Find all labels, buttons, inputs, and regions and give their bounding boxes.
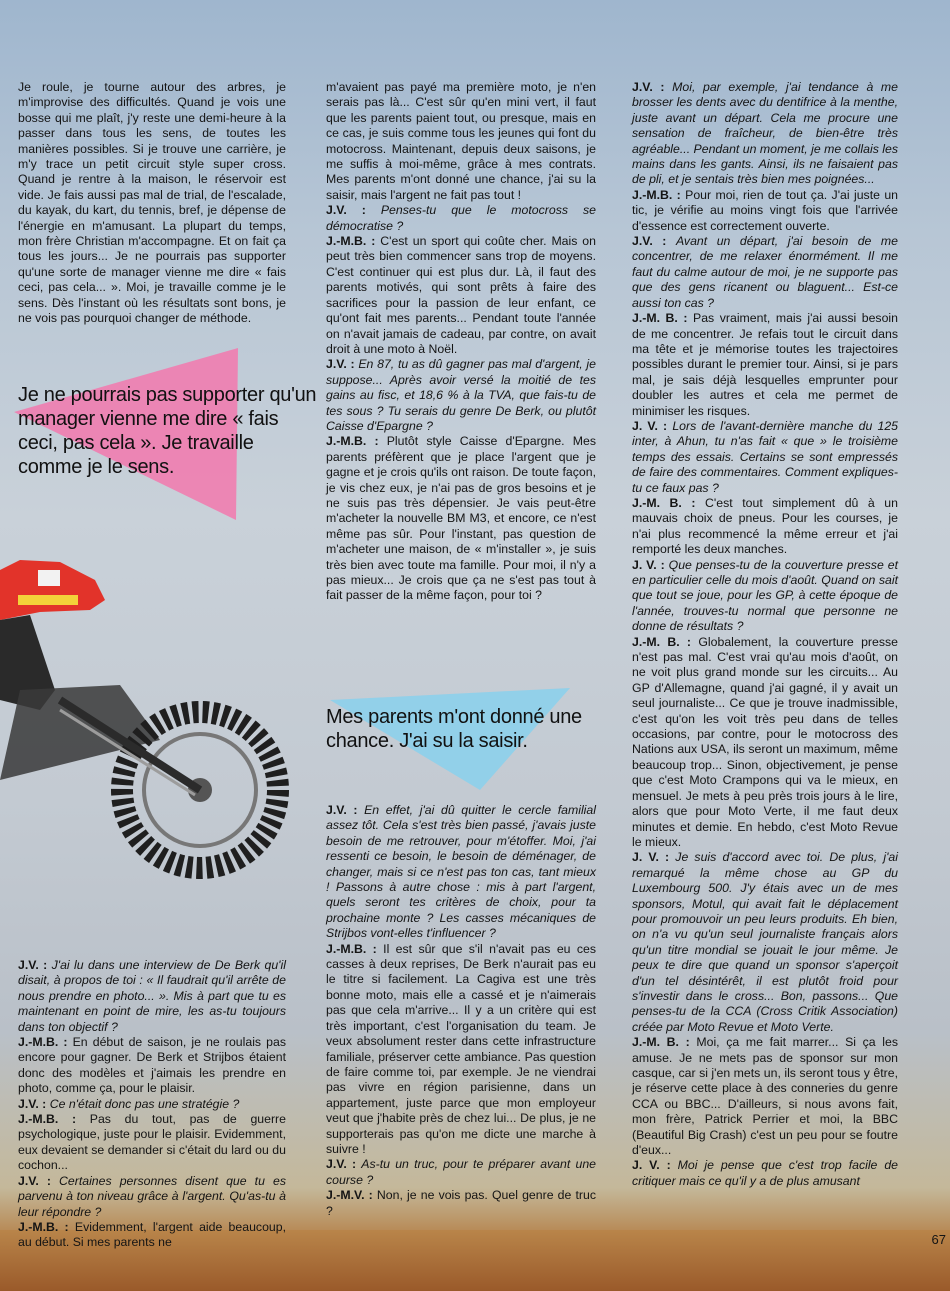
interview-item bbox=[632, 80, 898, 188]
question-text: En 87, tu as dû gagner pas mal d'argent, je suppose... Après avoir versé la moitié de tes gains au fisc, et 18,6 % à la TVA, que fais-tu de tes sous ? Tu serais du genre De Berk, ou plutôt Caisse d'Epargne ? bbox=[326, 357, 596, 433]
speaker: J.-M.B. : bbox=[18, 1219, 69, 1234]
interview-item bbox=[632, 558, 898, 635]
question-text: Je suis d'accord avec toi. De plus, j'ai remarqué la même chose au GP du Luxembourg 500. J'y étais avec un de mes sponsors, Motul, qui avait fait le déplacement pour promouvoir un peu leurs produits. Eh bien, on n'a vu qu'un seul journaliste français alors qu'un titre mondial se jouait le jour même. Je peux te dire que quand un sponsor s'aperçoit d'un tel désintérêt, il est plutôt froid pour s'investir dans le cross... Bon, passons... Que penses-tu de la CCA (Cross Critik Association) créée par Moto Revue et Moto Verte. bbox=[632, 850, 898, 1034]
speaker: J.-M.B. : bbox=[326, 434, 379, 449]
answer-text: Evidemment, l'argent aide beaucoup, au début. Si mes parents ne bbox=[18, 1219, 286, 1250]
interview-item bbox=[632, 419, 898, 496]
interview-item bbox=[18, 1097, 286, 1112]
interview-item bbox=[326, 80, 596, 203]
question-text: Moi, par exemple, j'ai tendance à me brosser les dents avec du dentifrice à la menthe, juste avant un départ. Cela me procure une sensation de fraîcheur, de bien-être très agréable... Pendant un moment, je me collais les mains dans les gants. Ainsi, ils ne faisaient pas de pli, et je sentais très bien mes poignées... bbox=[632, 80, 898, 187]
question-text: As-tu un truc, pour te préparer avant une course ? bbox=[326, 1157, 597, 1187]
pull-quote-2: Mes parents m'ont donné une chance. J'ai su la saisir. bbox=[326, 706, 582, 752]
answer-text: Globalement, la couverture presse n'est pas mal. C'est vrai qu'au mois d'août, on ne voit plus grand monde sur les circuits... Au GP d'Allemagne, quand j'ai gagné, il y avait un seul journaliste... Ce que je trouve inadmissible, c'est qu'on les voit très peu dans de telles occasions, par contre, pour le motocross des Nations aux USA, ils seront un maximum, même beaucoup trop... Sinon, objectivement, je pense que c'est Moto Crampons qui va le mieux, en mensuel. Je mets à peu près trois jours à le lire, alors que pour Moto Verte, il me faut deux minutes et demie. En hebdo, c'est Moto Revue le mieux. bbox=[632, 634, 898, 849]
speaker: J.V. : bbox=[18, 1173, 51, 1188]
answer-text: m'avaient pas payé ma première moto, je n'en serais pas là... C'est sûr qu'en mini vert, il faut que les parents paient tout, ou presque, mais en ce cas, je suis comme tous les jeunes qui font du motocross. Maintenant, depuis deux saisons, je me suffis à moi-même, grâce à mes contrats. Mes parents m'ont donné une chance, j'ai su la saisir, mais l'argent ne fait pas tout ! bbox=[326, 80, 596, 202]
speaker: J.-M.B. : bbox=[326, 234, 376, 249]
speaker: J.-M.B. : bbox=[632, 187, 681, 202]
speaker: J.V. : bbox=[326, 203, 366, 218]
interview-item bbox=[326, 942, 596, 1158]
speaker: J.V. : bbox=[632, 234, 667, 249]
question-text: Avant un départ, j'ai besoin de me concentrer, de me relaxer énormément. Il me faut du calme autour de moi, je ne supporte pas que des gens ricanent ou blaguent... Est-ce aussi ton cas ? bbox=[632, 234, 898, 310]
answer-text: C'est un sport qui coûte cher. Mais on peut très bien commencer sans trop de moyens. C'est continuer qui est plus dur. Là, il faut des parents motivés, qui sont prêts à faire des sacrifices pour la passion de leur enfant, ce qu'ont fait mes parents... Pendant toute l'année on n'avait jamais de cadeau, par contre, on avait droit à une moto à Noël. bbox=[326, 234, 596, 356]
answer-text: Non, je ne vois pas. Quel genre de truc ? bbox=[326, 1188, 596, 1218]
speaker: J. V. : bbox=[632, 850, 670, 865]
column-1-bottom bbox=[18, 958, 286, 1251]
question-text: Certaines personnes disent que tu es parvenu à ton niveau grâce à l'argent. Qu'as-tu à leur répondre ? bbox=[18, 1173, 286, 1219]
interview-item bbox=[18, 1112, 286, 1174]
interview-item bbox=[326, 203, 596, 234]
speaker: J.V. : bbox=[18, 1096, 47, 1111]
speaker: J. V. : bbox=[632, 557, 665, 572]
speaker: J.-M.B. : bbox=[18, 1112, 77, 1127]
interview-item bbox=[326, 434, 596, 603]
column-2-top bbox=[326, 80, 596, 604]
question-text: Lors de l'avant-dernière manche du 125 inter, à Ahun, tu n'as fait « que » le troisième temps des essais. Certains se sont empressés de faire des commentaires. Comment expliques-tu ce faux pas ? bbox=[632, 418, 898, 495]
speaker: J.-M.B. : bbox=[18, 1035, 68, 1050]
paragraph: Je roule, je tourne autour des arbres, je m'improvise des difficultés. Quand je vois une bosse qui me plaît, j'y reste une demi-heure à la passer dans tous les sens, de toutes les manières possibles. Si je trouve une carrière, je m'y trace un petit circuit style super cross. Quand je rentre à la maison, le réservoir est vide. Je fais aussi pas mal de trial, de l'escalade, du kayak, du kart, du tennis, bref, je dépense de l'énergie en m'amusant. La plupart du temps, mon frère Christian m'accompagne. Et on fait ça tous les jours... Je ne pourrais pas supporter qu'une sorte de manager vienne me dire « fais ceci, pas cela... ». Moi, je travaille comme je le sens. Dès l'instant où les résultats sont bons, je ne vois pas pourquoi changer de méthode. bbox=[18, 80, 286, 326]
page-number: 67 bbox=[931, 1232, 946, 1247]
interview-item bbox=[632, 1035, 898, 1158]
pull-quote-1: Je ne pourrais pas supporter qu'un manager vienne me dire « fais ceci, pas cela ». Je travaille comme je le sens. bbox=[18, 384, 317, 478]
interview-item bbox=[632, 234, 898, 311]
speaker: J.V. : bbox=[632, 80, 665, 94]
interview-item bbox=[632, 188, 898, 234]
speaker: J. V. : bbox=[632, 418, 668, 433]
column-1-top bbox=[18, 80, 286, 327]
answer-text: C'est tout simplement dû à un mauvais choix de pneus. Pour les courses, je n'ai plus recommencé la même erreur et j'ai remporté les deux manches. bbox=[632, 495, 898, 557]
question-text: J'ai lu dans une interview de De Berk qu'il disait, à propos de toi : « Il faudrait qu'il arrête de nous prendre en photo... ». Mis à part que tu es maintenant en point de mire, les as-tu toujours dans ton objectif ? bbox=[18, 958, 286, 1034]
interview-item bbox=[632, 1158, 898, 1189]
answer-text: Pas vraiment, mais j'ai aussi besoin de me concentrer. Je refais tout le circuit dans ma tête et je mémorise toutes les trajectoires possibles durant le premier tour. Ainsi, si je pars mal, je sais déjà lesquelles emprunter pour doubler les autres et cela me permet de minimiser les risques. bbox=[632, 311, 898, 418]
speaker: J.V. : bbox=[326, 803, 358, 817]
speaker: J.V. : bbox=[326, 1157, 357, 1172]
interview-item bbox=[326, 1157, 596, 1188]
interview-item bbox=[632, 850, 898, 1035]
speaker: J.-M. B. : bbox=[632, 495, 696, 510]
column-2-bottom bbox=[326, 803, 596, 1219]
interview-item bbox=[326, 234, 596, 357]
answer-text: Pour moi, rien de tout ça. J'ai juste un tic, je vérifie au moins vingt fois que l'arrivée d'essence est correctement ouverte. bbox=[632, 187, 898, 233]
interview-item bbox=[18, 1035, 286, 1097]
interview-item bbox=[632, 311, 898, 419]
speaker: J.-M.B. : bbox=[326, 941, 377, 956]
question-text: Ce n'était donc pas une stratégie ? bbox=[49, 1096, 240, 1111]
interview-item bbox=[632, 635, 898, 851]
speaker: J.V. : bbox=[18, 958, 48, 972]
interview-item bbox=[326, 1188, 596, 1219]
answer-text: Moi, ça me fait marrer... Si ça les amuse. Je ne mets pas de sponsor sur mon casque, car si j'en mets un, ils seront tous y être, je réserve cette place à des conneries du genre CCA ou BBC... D'ailleurs, si nous avons fait, mon frère, Patrick Perrier et moi, la BBC (Beautiful Big Crash) c'est un peu pour se foutre d'eux... bbox=[632, 1035, 898, 1158]
interview-item bbox=[18, 958, 286, 1035]
interview-item bbox=[326, 357, 596, 434]
interview-item bbox=[18, 1220, 286, 1251]
question-text: Penses-tu que le motocross se démocratise ? bbox=[326, 203, 596, 233]
question-text: En effet, j'ai dû quitter le cercle familial assez tôt. Cela s'est très bien passé, j'avais juste besoin de me retrouver, pour m'étoffer. Moi, j'ai ressenti ce besoin, le besoin de déménager, de changer, mais si ce n'est pas ton cas, tant mieux ! Passons à autre chose : mis à part l'argent, quels seront tes critères de choix, pour ta prochaine monte ? Les casses mécaniques de Strijbos vont-elles t'influencer ? bbox=[326, 803, 596, 941]
speaker: J.-M. B. : bbox=[632, 1035, 690, 1050]
speaker: J.-M. B. : bbox=[632, 311, 688, 326]
interview-item bbox=[18, 1174, 286, 1220]
question-text: Moi je pense que c'est trop facile de critiquer mais ce qu'il y a de plus amusant bbox=[632, 1158, 899, 1188]
answer-text: En début de saison, je ne roulais pas encore pour gagner. De Berk et Strijbos étaient donc des modèles et j'aimais les prendre en photo, comme ça, pour le plaisir. bbox=[18, 1035, 286, 1096]
interview-item bbox=[632, 496, 898, 558]
answer-text: Il est sûr que s'il n'avait pas eu ces casses à deux reprises, De Berk n'aurait pas eu le titre si facilement. La Cagiva est une très bonne moto, mais elle a cassé et je n'aimerais pas que cela m'arrive... Il y a un critère qui est très important, c'est l'organisation du team. Je veux absolument rester dans cette infrastructure familiale, préserver cette ambiance. Pas question de faire comme toi, par exemple. Je ne viendrai pas vivre en région parisienne, dans un appartement, juste parce que mon employeur veut que j'habite près de chez lui... De plus, je ne supporterais pas qu'on me dicte une marche à suivre ! bbox=[326, 941, 597, 1156]
speaker: J.-M. B. : bbox=[632, 634, 692, 649]
answer-text: Pas du tout, pas de guerre psychologique, juste pour le plaisir. Evidemment, eux devaient se demander si c'était du lard ou du cochon... bbox=[18, 1112, 286, 1173]
question-text: Que penses-tu de la couverture presse et en particulier celle du mois d'août. Quand on sait que tout se joue, pour les GP, à cette époque de l'année, trouves-tu normal que personne ne donne de résultats ? bbox=[632, 557, 898, 634]
speaker: J. V. : bbox=[632, 1158, 671, 1173]
column-3 bbox=[632, 80, 898, 1189]
motocross-bike-image bbox=[0, 540, 290, 920]
answer-text: Plutôt style Caisse d'Epargne. Mes parents préfèrent que je place l'argent que je gagne et je crois qu'ils ont raison. De toute façon, je vis chez eux, je n'ai pas de gros besoins et je ne suis pas très dépensier. Je vais peut-être m'acheter la nouvelle BM M3, et encore, ce n'est même pas sûr. Pour l'instant, pas question de m'acheter une maison, de « m'installer », je suis très bien avec toute ma famille. Pour moi, il n'y a pas mieux... Je crois que ça ne s'est pas tout à fait passer de la même façon, pour toi ? bbox=[326, 434, 596, 603]
speaker: J.-M.V. : bbox=[326, 1188, 373, 1203]
interview-item bbox=[326, 803, 596, 942]
speaker: J.V. : bbox=[326, 357, 355, 372]
